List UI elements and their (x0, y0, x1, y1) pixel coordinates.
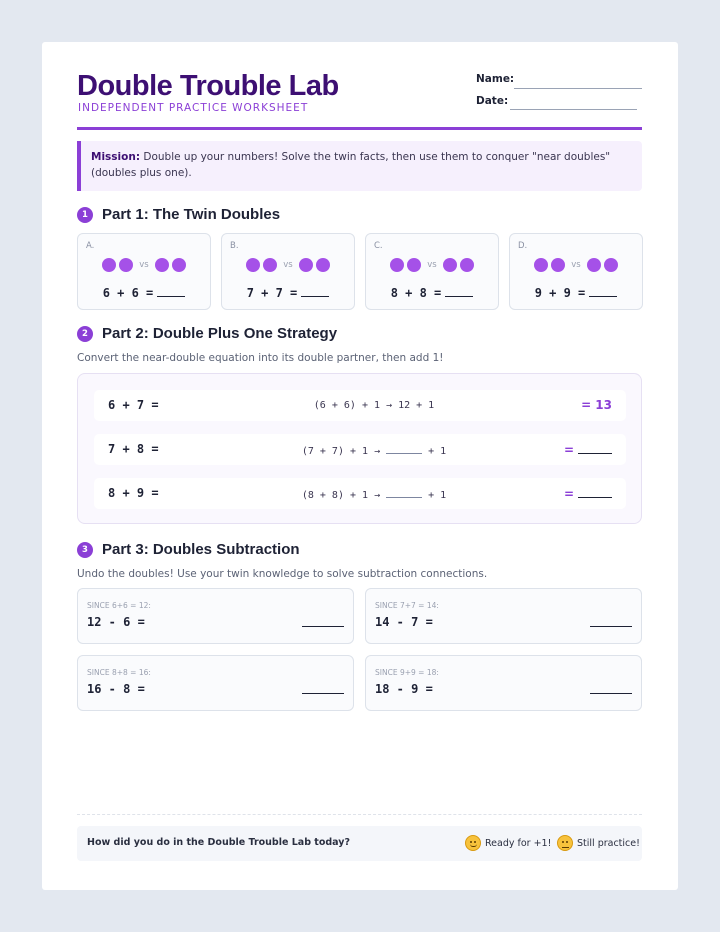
answer-blank[interactable] (590, 626, 632, 627)
strategy-panel (77, 373, 642, 524)
part1-title: Part 1: The Twin Doubles (102, 206, 281, 223)
strategy-row (94, 390, 626, 421)
answer-blank[interactable] (445, 287, 473, 297)
result-field: = (564, 442, 612, 457)
double-blank[interactable] (386, 488, 422, 498)
twin-card-letter: D. (518, 241, 528, 251)
twin-card-a (77, 233, 211, 310)
part2-title: Part 2: Double Plus One Strategy (102, 325, 338, 342)
twin-card-letter: A. (86, 241, 95, 251)
smiley-icon (465, 835, 481, 851)
strategy-steps: (6 + 6) + 1 → 12 + 1 (313, 400, 435, 411)
strategy-steps: (8 + 8) + 1 → + 1 (301, 490, 447, 501)
page-title: Double Trouble Lab (77, 70, 339, 102)
subtraction-equation: 18 - 9 = (375, 682, 433, 696)
worksheet-page (42, 42, 678, 890)
part3-description: Undo the doubles! Use your twin knowledge to solve subtraction connections. (77, 568, 488, 580)
page-subtitle: INDEPENDENT PRACTICE WORKSHEET (78, 102, 309, 114)
dot-group (222, 258, 354, 272)
counter-dot (390, 258, 404, 272)
date-label: Date: (476, 95, 509, 107)
counter-dot (460, 258, 474, 272)
twin-card-d (509, 233, 643, 310)
header-divider (77, 127, 642, 130)
neutral-face-icon (557, 835, 573, 851)
part3-header (77, 541, 300, 558)
vs-label: vs (139, 260, 149, 270)
option-practice[interactable] (557, 835, 640, 851)
strategy-steps: (7 + 7) + 1 → + 1 (301, 446, 447, 457)
option-ready-label: Ready for +1! (485, 837, 552, 849)
counter-dot (443, 258, 457, 272)
option-practice-label: Still practice! (577, 837, 640, 849)
counter-dot (299, 258, 313, 272)
twin-card-letter: C. (374, 241, 383, 251)
twin-equation: 9 + 9 = (510, 286, 642, 300)
footer-divider (77, 814, 642, 815)
counter-dot (551, 258, 565, 272)
name-field[interactable] (514, 88, 642, 89)
counter-dot (155, 258, 169, 272)
counter-dot (587, 258, 601, 272)
mission-text: Double up your numbers! Solve the twin facts, then use them to conquer "near doubles" (doubles plus one). (91, 151, 611, 179)
part3-number-badge: 3 (77, 542, 93, 558)
vs-label: vs (283, 260, 293, 270)
part3-title: Part 3: Doubles Subtraction (102, 541, 300, 558)
counter-dot (119, 258, 133, 272)
subtraction-card (365, 588, 642, 644)
answer-blank[interactable] (302, 693, 344, 694)
mission-callout (77, 141, 642, 191)
subtraction-equation: 12 - 6 = (87, 615, 145, 629)
subtraction-hint: SINCE 6+6 = 12: (87, 601, 151, 610)
date-field[interactable] (510, 109, 637, 110)
answer-blank[interactable] (590, 693, 632, 694)
self-check-footer (77, 826, 642, 861)
subtraction-card (77, 655, 354, 711)
subtraction-equation: 14 - 7 = (375, 615, 433, 629)
part1-number-badge: 1 (77, 207, 93, 223)
near-double-equation: 6 + 7 = (108, 398, 159, 412)
counter-dot (534, 258, 548, 272)
near-double-equation: 8 + 9 = (108, 486, 159, 500)
twin-card-b (221, 233, 355, 310)
part2-number-badge: 2 (77, 326, 93, 342)
option-ready[interactable] (465, 835, 551, 851)
twin-equation: 7 + 7 = (222, 286, 354, 300)
near-double-equation: 7 + 8 = (108, 442, 159, 456)
dot-group (366, 258, 498, 272)
counter-dot (102, 258, 116, 272)
dot-group (78, 258, 210, 272)
vs-label: vs (571, 260, 581, 270)
mission-label: Mission: (91, 151, 141, 163)
twin-equation: 6 + 6 = (78, 286, 210, 300)
subtraction-hint: SINCE 9+9 = 18: (375, 668, 439, 677)
twin-equation: 8 + 8 = (366, 286, 498, 300)
twin-card-c (365, 233, 499, 310)
counter-dot (604, 258, 618, 272)
answer-blank[interactable] (578, 486, 612, 498)
subtraction-card (365, 655, 642, 711)
example-result: = 13 (581, 398, 612, 412)
vs-label: vs (427, 260, 437, 270)
counter-dot (263, 258, 277, 272)
twin-card-letter: B. (230, 241, 239, 251)
result-field: = (564, 486, 612, 501)
self-check-question: How did you do in the Double Trouble Lab today? (87, 837, 350, 848)
double-blank[interactable] (386, 444, 422, 454)
counter-dot (316, 258, 330, 272)
part1-header (77, 206, 280, 223)
strategy-row (94, 434, 626, 465)
answer-blank[interactable] (578, 442, 612, 454)
counter-dot (407, 258, 421, 272)
answer-blank[interactable] (302, 626, 344, 627)
counter-dot (246, 258, 260, 272)
strategy-row (94, 478, 626, 509)
answer-blank[interactable] (301, 287, 329, 297)
subtraction-hint: SINCE 8+8 = 16: (87, 668, 151, 677)
answer-blank[interactable] (157, 287, 185, 297)
name-label: Name: (476, 73, 515, 85)
subtraction-hint: SINCE 7+7 = 14: (375, 601, 439, 610)
subtraction-card (77, 588, 354, 644)
dot-group (510, 258, 642, 272)
subtraction-equation: 16 - 8 = (87, 682, 145, 696)
answer-blank[interactable] (589, 287, 617, 297)
part2-header (77, 325, 337, 342)
part2-description: Convert the near-double equation into its double partner, then add 1! (77, 352, 444, 364)
counter-dot (172, 258, 186, 272)
